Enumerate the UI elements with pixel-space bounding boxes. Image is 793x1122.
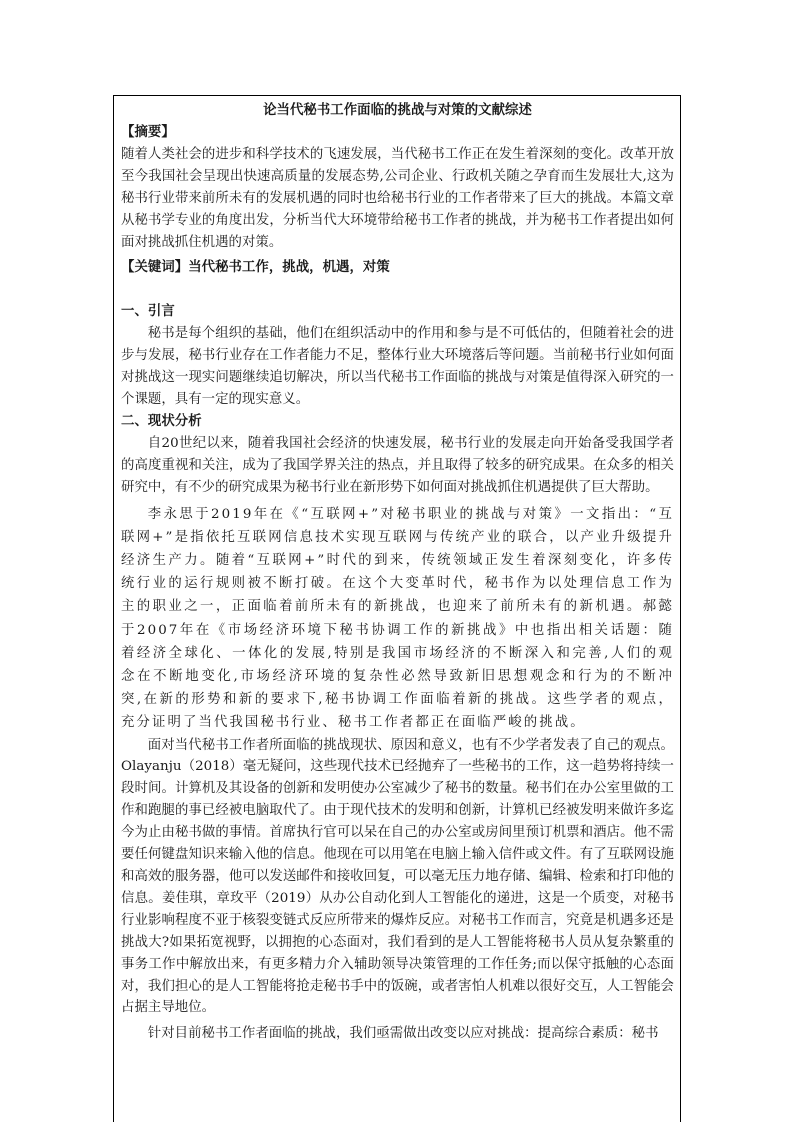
- status-paragraph-3: 面对当代秘书工作者所面临的挑战现状、原因和意义，也有不少学者发表了自己的观点。Olayanju（2018）毫无疑问，这些现代技术已经抛弃了一些秘书的工作，这一趋势将持续一段时间。计算机及其设备的创新和发明使办公室减少了秘书的数量。秘书们在办公室里做的工作和跑腿的事已经被电脑取代了。由于现代技术的发明和创新，计算机已经被发明来做许多迄今为止由秘书做的事情。首席执行官可以呆在自己的办公室或房间里预订机票和酒店。他不需要任何键盘知识来输入他的信息。他现在可以用笔在电脑上输入信件或文件。有了互联网设施和高效的服务器，他可以发送邮件和接收回复，可以毫无压力地存储、编辑、检索和打印他的信息。姜佳琪，章玫平（2019）从办公自动化到人工智能化的递进，这是一个质变，对秘书行业影响程度不亚于核裂变链式反应所带来的爆炸反应。对秘书工作而言，究竟是机遇多还是挑战大?如果拓宽视野，以拥抱的心态面对，我们看到的是人工智能将秘书人员从复杂繁重的事务工作中解放出来，有更多精力介入辅助领导决策管理的工作任务;而以保守抵触的心态面对，我们担心的是人工智能将抢走秘书手中的饭碗，或者害怕人机难以很好交互，人工智能会占据主导地位。: [121, 737, 674, 1016]
- document-title: 论当代秘书工作面临的挑战与对策的文献综述: [263, 102, 532, 118]
- introduction-paragraph: 秘书是每个组织的基础，他们在组织活动中的作用和参与是不可低估的，但随着社会的进步与发展，秘书行业存在工作者能力不足，整体行业大环境落后等问题。当前秘书行业如何面对挑战这一现实问题继续追切解决，所以当代秘书工作面临的挑战与对策是值得深入研究的一个课题，具有一定的现实意义。: [121, 326, 674, 407]
- status-paragraph-4: 针对目前秘书工作者面临的挑战，我们亟需做出改变以应对挑战：提高综合素质：秘书: [147, 1026, 659, 1042]
- document-body: [114, 96, 680, 1045]
- abstract-heading: 【摘要】: [121, 124, 175, 140]
- section-heading-introduction: 一、引言: [121, 303, 175, 320]
- status-paragraph-2: 李永思于2019年在《“互联网+”对秘书职业的挑战与对策》一文指出：“互联网+”是指依托互联网信息技术实现互联网与传统产业的联合，以产业升级提升经济生产力。随着“互联网+”时代的到来，传统领域正发生着深刻变化，许多传统行业的运行规则被不断打破。在这个大变革时代，秘书作为以处理信息工作为主的职业之一，正面临着前所未有的新挑战，也迎来了前所未有的新机遇。郝懿于2007年在《市场经济环境下秘书协调工作的新挑战》中也指出相关话题：随着经济全球化、一体化的发展,特别是我国市场经济的不断深入和完善,人们的观念在不断地变化,市场经济环境的复杂性必然导致新旧思想观念和行为的不断冲突,在新的形势和新的要求下,秘书协调工作面临着新的挑战。这些学者的观点，充分证明了当代我国秘书行业、秘书工作者都正在面临严峻的挑战。: [121, 506, 674, 731]
- status-paragraph-1: 自20世纪以来，随着我国社会经济的快速发展，秘书行业的发展走向开始备受我国学者的高度重视和关注，成为了我国学界关注的热点，并且取得了较多的研究成果。在众多的相关研究中，有不少的研究成果为秘书行业在新形势下如何面对挑战抓住机遇提供了巨大帮助。: [121, 435, 674, 495]
- document-frame: [113, 95, 681, 1122]
- section-heading-status-analysis: 二、现状分析: [121, 412, 202, 429]
- keywords-line: 【关键词】当代秘书工作，挑战，机遇，对策: [121, 259, 390, 276]
- abstract-text: 随着人类社会的进步和科学技术的飞速发展，当代秘书工作正在发生着深刻的变化。改革开放至今我国社会呈现出快速高质量的发展态势,公司企业、行政机关随之孕育而生发展壮大,这为秘书行业带来前所未有的发展机遇的同时也给秘书行业的工作者带来了巨大的挑战。本篇文章从秘书学专业的角度出发，分析当代大环境带给秘书工作者的挑战，并为秘书工作者提出如何面对挑战抓住机遇的对策。: [121, 146, 674, 250]
- spacer: [121, 279, 674, 301]
